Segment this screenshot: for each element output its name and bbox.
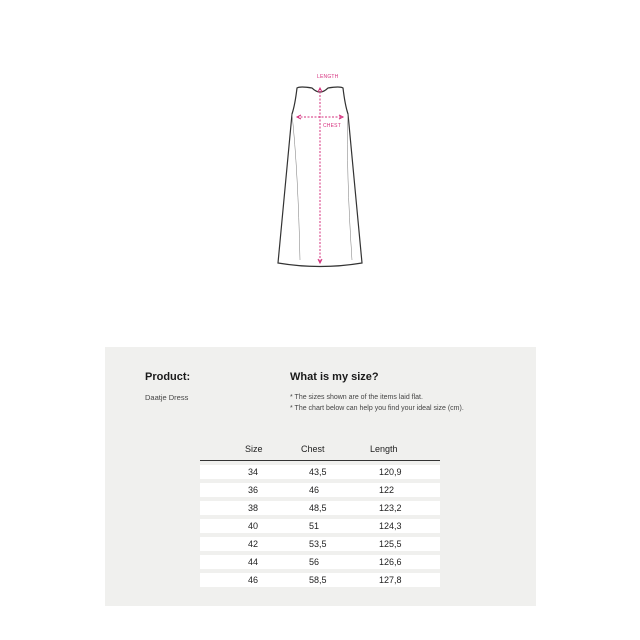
length-cell: 126,6: [379, 557, 402, 567]
column-header-length: Length: [370, 444, 398, 454]
chest-cell: 56: [309, 557, 320, 567]
size-heading: What is my size?: [290, 371, 379, 383]
length-cell: 124,3: [379, 521, 402, 531]
product-name: Daatje Dress: [145, 393, 189, 402]
length-cell: 122: [379, 485, 395, 495]
size-note: * The chart below can help you find your ideal size (cm).: [290, 405, 464, 412]
size-note: * The sizes shown are of the items laid flat.: [290, 394, 423, 401]
size-cell: 46: [248, 575, 259, 585]
length-cell: 127,8: [379, 575, 402, 585]
product-heading: Product:: [145, 371, 191, 383]
size-cell: 34: [248, 467, 259, 477]
size-cell: 44: [248, 557, 259, 567]
chest-cell: 48,5: [309, 503, 327, 513]
chest-cell: 58,5: [309, 575, 327, 585]
table-row: [200, 555, 440, 569]
chest-cell: 43,5: [309, 467, 327, 477]
chest-label: CHEST: [323, 123, 341, 129]
size-cell: 36: [248, 485, 259, 495]
length-cell: 120,9: [379, 467, 402, 477]
table-row: [200, 519, 440, 533]
table-row: [200, 483, 440, 497]
size-cell: 42: [248, 539, 259, 549]
length-cell: 125,5: [379, 539, 402, 549]
chest-cell: 46: [309, 485, 320, 495]
table-row: [200, 573, 440, 587]
column-header-size: Size: [245, 444, 263, 454]
size-cell: 38: [248, 503, 259, 513]
table-row: [200, 465, 440, 479]
dress-diagram: [270, 70, 370, 275]
length-cell: 123,2: [379, 503, 402, 513]
header-divider: [200, 460, 440, 461]
table-row: [200, 537, 440, 551]
chest-cell: 51: [309, 521, 320, 531]
chest-cell: 53,5: [309, 539, 327, 549]
column-header-chest: Chest: [301, 444, 325, 454]
table-row: [200, 501, 440, 515]
size-cell: 40: [248, 521, 259, 531]
length-label: LENGTH: [317, 74, 339, 80]
